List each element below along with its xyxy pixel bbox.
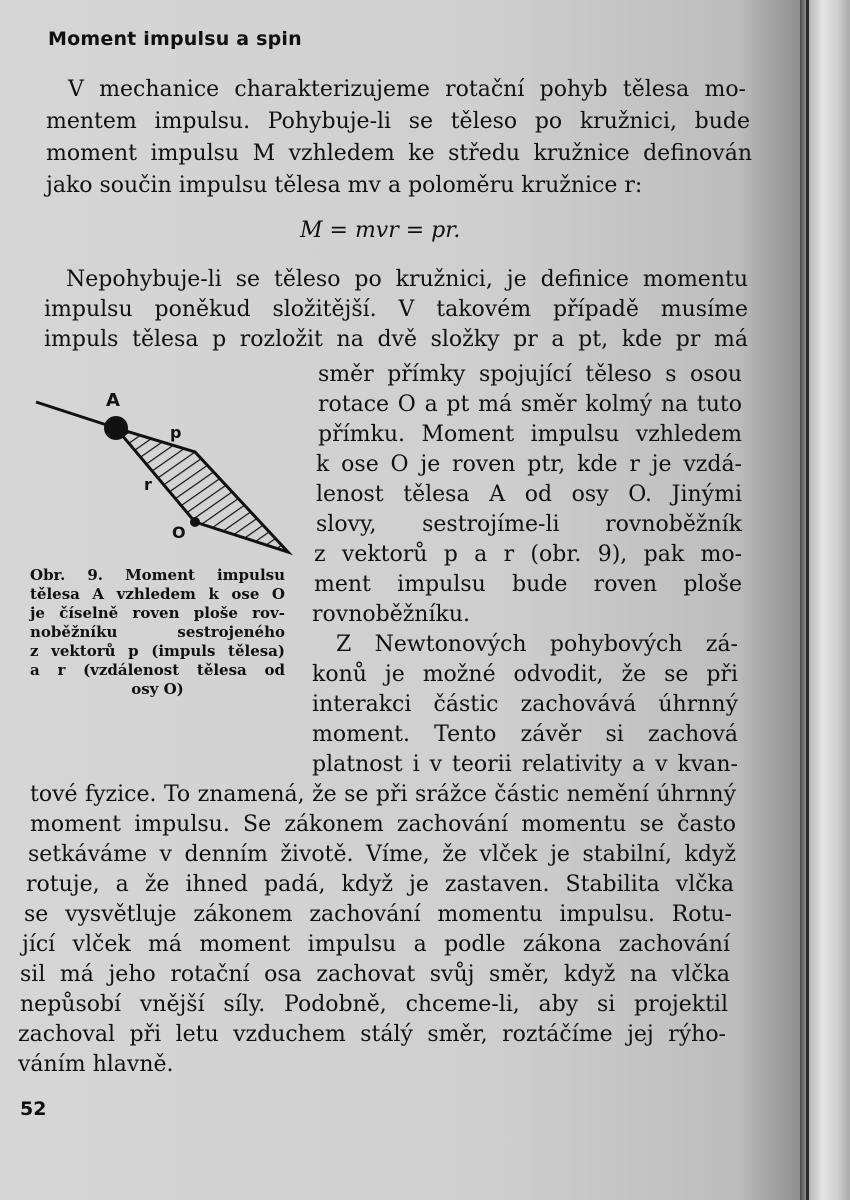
text-line: interakci částic zachovává úhrnný [312,692,738,717]
text-line: setkáváme v denním životě. Víme, že vlček je stabilní, když [28,842,736,867]
text-line: přímku. Moment impulsu vzhledem [318,422,742,447]
text-line: impuls tělesa p rozložit na dvě složky pr a pt, kde pr má [44,327,748,352]
text-line: tové fyzice. To znamená, že se při srážce částic nemění úhrnný [30,782,736,807]
text-line: rotuje, a že ihned padá, když je zastaven. Stabilita vlčka [26,872,734,897]
text-line: Z Newtonových pohybových zá- [336,632,738,657]
book-binding [800,0,850,1200]
figure-caption [30,566,285,699]
text-line: moment impulsu M vzhledem ke středu kružnice definován [46,141,752,166]
text-line: váním hlavně. [18,1052,174,1077]
text-line: z vektorů p a r (obr. 9), pak mo- [314,542,742,567]
parallelogram-diagram [30,380,300,560]
label-p: p [170,423,182,442]
caption-line: z vektorů p (impuls tělesa) [30,642,285,660]
text-line: směr přímky spojující těleso s osou [318,362,742,387]
axis-line [36,402,116,428]
text-line: moment. Tento závěr si zachová [312,722,738,747]
text-line: slovy, sestrojíme-li rovnoběžník [316,512,742,537]
caption-line: a r (vzdálenost tělesa od [30,661,285,679]
text-line: Nepohybuje-li se těleso po kružnici, je definice momentu [66,267,748,292]
caption-line: osy O) [131,680,184,698]
text-line: ment impulsu bude roven ploše [314,572,742,597]
section-title: Moment impulsu a spin [48,28,302,50]
text-line: rotace O a pt má směr kolmý na tuto [318,392,742,417]
caption-line: Obr. 9. Moment impulsu [30,566,285,584]
binding-thread [806,0,809,1200]
text-line: platnost i v teorii relativity a v kvan- [312,752,738,777]
text-line: moment impulsu. Se zákonem zachování momentu se často [30,812,736,837]
label-o: O [172,523,186,542]
text-line: lenost tělesa A od osy O. Jinými [316,482,742,507]
text-line: k ose O je roven ptr, kde r je vzdá- [316,452,742,477]
label-r: r [144,475,152,494]
text-line: jako součin impulsu tělesa mv a poloměru kružnice r: [46,173,643,198]
text-line: jící vlček má moment impulsu a podle zákona zachování [22,932,730,957]
caption-line: je číselně roven ploše rov- [30,604,285,622]
text-line: mentem impulsu. Pohybuje-li se těleso po kružnici, bude [46,109,750,134]
text-line: V mechanice charakterizujeme rotační pohyb tělesa mo- [68,77,746,102]
text-line: zachoval při letu vzduchem stálý směr, roztáčíme jej rýho- [18,1022,726,1047]
text-line: nepůsobí vnější síly. Podobně, chceme-li, aby si projektil [20,992,728,1017]
text-line: impulsu poněkud složitější. V takovém případě musíme [44,297,748,322]
label-a: A [106,390,120,411]
text-line: rovnoběžníku. [312,602,470,627]
caption-line: tělesa A vzhledem k ose O [30,585,285,603]
text-line: sil má jeho rotační osa zachovat svůj směr, když na vlčka [20,962,730,987]
hatched-parallelogram [116,428,288,552]
text-line: konů je možné odvodit, že se při [312,662,738,687]
caption-line: noběžníku sestrojeného [30,623,285,641]
formula: M = mvr = pr. [300,218,461,243]
text-line: se vysvětluje zákonem zachování momentu impulsu. Rotu- [24,902,732,927]
axis-point-o [190,517,200,527]
body-point-a [104,416,128,440]
page-number: 52 [20,1098,47,1120]
figure-9 [30,380,300,564]
